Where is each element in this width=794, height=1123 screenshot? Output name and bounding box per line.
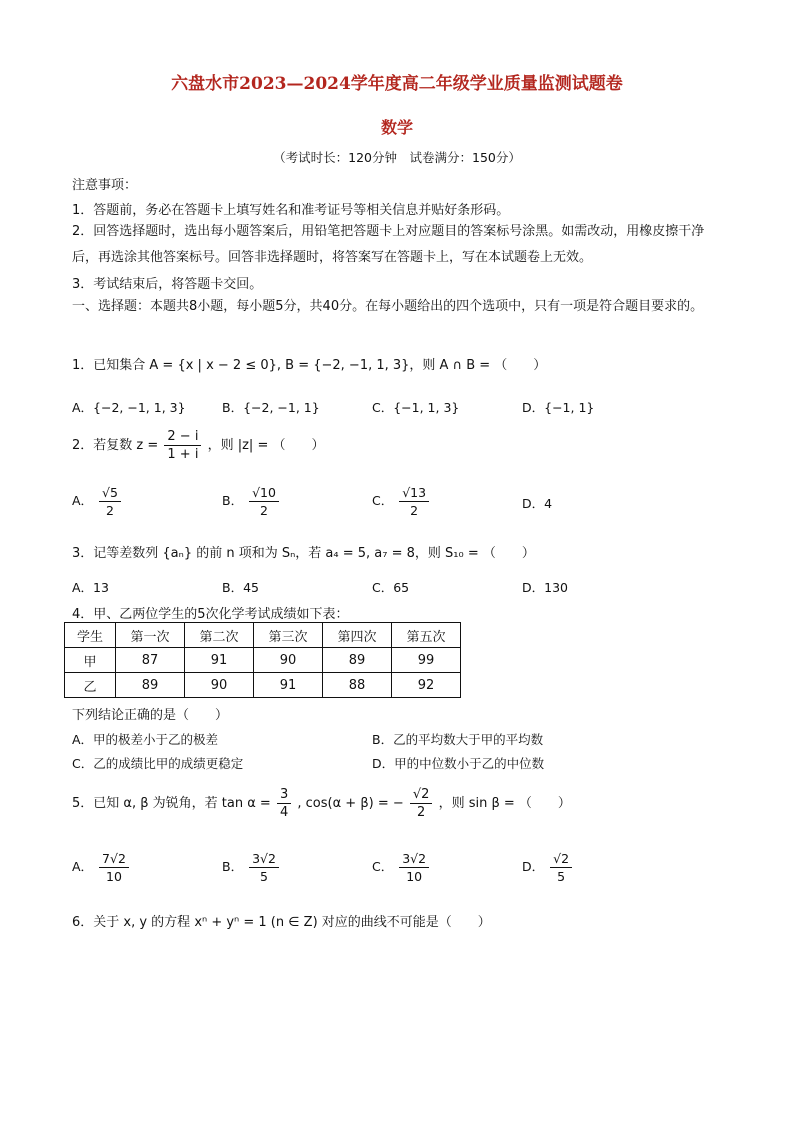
table-cell: 92 bbox=[392, 673, 461, 698]
note-item: 1．答题前，务必在答题卡上填写姓名和准考证号等相关信息并贴好条形码。 bbox=[72, 203, 510, 218]
table-cell: 90 bbox=[185, 673, 254, 698]
fraction-numerator: 3 bbox=[277, 786, 291, 804]
fraction-denominator: 1 + i bbox=[167, 447, 199, 462]
question-6-stem: 6．关于 x, y 的方程 xⁿ + yⁿ = 1 (n ∈ Z) 对应的曲线不可能是（ ） bbox=[72, 915, 491, 930]
fraction-numerator: √2 bbox=[550, 850, 572, 868]
q4-option-c: C．乙的成绩比甲的成绩更稳定 bbox=[72, 756, 244, 771]
q5-stem-post: ，则 sin β = （ ） bbox=[438, 796, 571, 811]
question-5-stem bbox=[72, 786, 571, 821]
fraction-denominator: 2 bbox=[417, 805, 426, 820]
q2-option-d: D．4 bbox=[522, 496, 553, 511]
section-heading: 一、选择题：本题共8小题，每小题5分，共40分。在每小题给出的四个选项中，只有一项是符合题目要求的。 bbox=[72, 299, 704, 314]
q3-option-a: A．13 bbox=[72, 580, 109, 595]
option-label: B． bbox=[222, 859, 244, 874]
table-cell: 91 bbox=[185, 648, 254, 673]
q1-option-c: C．{−1, 1, 3} bbox=[372, 400, 460, 415]
q2-fraction bbox=[164, 428, 201, 463]
q4-option-a: A．甲的极差小于乙的极差 bbox=[72, 732, 219, 747]
subject-title: 数学 bbox=[380, 118, 413, 137]
q2-option-b bbox=[222, 484, 281, 519]
fraction-numerator: 7√2 bbox=[99, 850, 129, 868]
table-cell: 91 bbox=[254, 673, 323, 698]
table-cell: 90 bbox=[254, 648, 323, 673]
notes-heading: 注意事项： bbox=[72, 178, 138, 193]
fraction-denominator: 5 bbox=[557, 869, 566, 884]
note-item: 2．回答选择题时，选出每小题答案后，用铅笔把答题卡上对应题目的答案标号涂黑。如需改动，用橡皮擦干净后，再选涂其他答案标号。回答非选择题时，将答案写在答题卡上，写在本试题卷上无效。 bbox=[72, 224, 705, 265]
fraction-denominator: 10 bbox=[106, 869, 122, 884]
table-header: 第四次 bbox=[323, 623, 392, 648]
q5-option-b bbox=[222, 850, 281, 885]
q4-option-d: D．甲的中位数小于乙的中位数 bbox=[372, 756, 545, 771]
q2-option-a bbox=[72, 484, 123, 519]
table-header: 第三次 bbox=[254, 623, 323, 648]
exam-title: 六盘水市2023—2024学年度高二年级学业质量监测试题卷 bbox=[171, 74, 623, 94]
q5-option-c bbox=[372, 850, 431, 885]
option-label: C． bbox=[372, 859, 394, 874]
table-cell: 88 bbox=[323, 673, 392, 698]
table-cell: 87 bbox=[116, 648, 185, 673]
table-header-row bbox=[65, 623, 461, 648]
question-2-stem bbox=[72, 428, 324, 463]
fraction-numerator: √2 bbox=[410, 786, 433, 804]
q4-option-b: B．乙的平均数大于甲的平均数 bbox=[372, 732, 544, 747]
option-label: D． bbox=[522, 859, 545, 874]
note-item: 3．考试结束后，将答题卡交回。 bbox=[72, 277, 263, 292]
q2-option-c bbox=[372, 484, 431, 519]
fraction-denominator: 2 bbox=[260, 503, 268, 518]
q2-stem-post: ，则 |z| = （ ） bbox=[207, 438, 325, 453]
fraction-denominator: 4 bbox=[279, 805, 289, 820]
table-header: 第二次 bbox=[185, 623, 254, 648]
table-cell: 89 bbox=[116, 673, 185, 698]
q1-option-d: D．{−1, 1} bbox=[522, 400, 595, 415]
option-label: C． bbox=[372, 493, 394, 508]
exam-info: （考试时长：120分钟 试卷满分：150分） bbox=[273, 150, 521, 165]
q3-option-b: B．45 bbox=[222, 580, 259, 595]
fraction-denominator: 5 bbox=[260, 869, 268, 884]
fraction-numerator: √13 bbox=[399, 484, 429, 502]
fraction-numerator: 3√2 bbox=[399, 850, 429, 868]
question-4-prompt: 下列结论正确的是（ ） bbox=[72, 708, 229, 723]
option-label: A． bbox=[72, 493, 94, 508]
q5-stem-pre: 5．已知 α, β 为锐角，若 tan α = bbox=[72, 796, 271, 811]
table-cell: 甲 bbox=[65, 648, 116, 673]
table-header: 第一次 bbox=[116, 623, 185, 648]
table-cell: 89 bbox=[323, 648, 392, 673]
q1-option-b: B．{−2, −1, 1} bbox=[222, 400, 320, 415]
table-header: 第五次 bbox=[392, 623, 461, 648]
table-cell: 乙 bbox=[65, 673, 116, 698]
q3-option-c: C．65 bbox=[372, 580, 410, 595]
table-header: 学生 bbox=[65, 623, 116, 648]
q5-option-a bbox=[72, 850, 131, 885]
table-row bbox=[65, 673, 461, 698]
fraction-denominator: 10 bbox=[406, 869, 423, 884]
scores-table bbox=[64, 622, 461, 698]
question-3-stem: 3．记等差数列 {aₙ} 的前 n 项和为 Sₙ，若 a₄ = 5, a₇ = 8，则 S₁₀ = （ ） bbox=[72, 546, 535, 561]
question-1-stem: 1．已知集合 A = {x | x − 2 ≤ 0}, B = {−2, −1, 1, 3}，则 A ∩ B = （ ） bbox=[72, 358, 547, 373]
option-label: A． bbox=[72, 859, 94, 874]
q5-stem-mid: , cos(α + β) = − bbox=[297, 796, 404, 811]
fraction-numerator: 2 − i bbox=[164, 428, 201, 446]
table-row bbox=[65, 648, 461, 673]
fraction-numerator: √5 bbox=[99, 484, 121, 502]
fraction-denominator: 2 bbox=[106, 503, 114, 518]
q1-option-a: A．{−2, −1, 1, 3} bbox=[72, 400, 186, 415]
q5-option-d bbox=[522, 850, 574, 885]
q3-option-d: D．130 bbox=[522, 580, 568, 595]
table-cell: 99 bbox=[392, 648, 461, 673]
question-4-stem: 4．甲、乙两位学生的5次化学考试成绩如下表： bbox=[72, 607, 349, 622]
fraction-numerator: 3√2 bbox=[249, 850, 279, 868]
fraction-denominator: 2 bbox=[410, 503, 419, 518]
fraction-numerator: √10 bbox=[249, 484, 279, 502]
q2-stem-pre: 2．若复数 z = bbox=[72, 438, 159, 453]
option-label: B． bbox=[222, 493, 244, 508]
